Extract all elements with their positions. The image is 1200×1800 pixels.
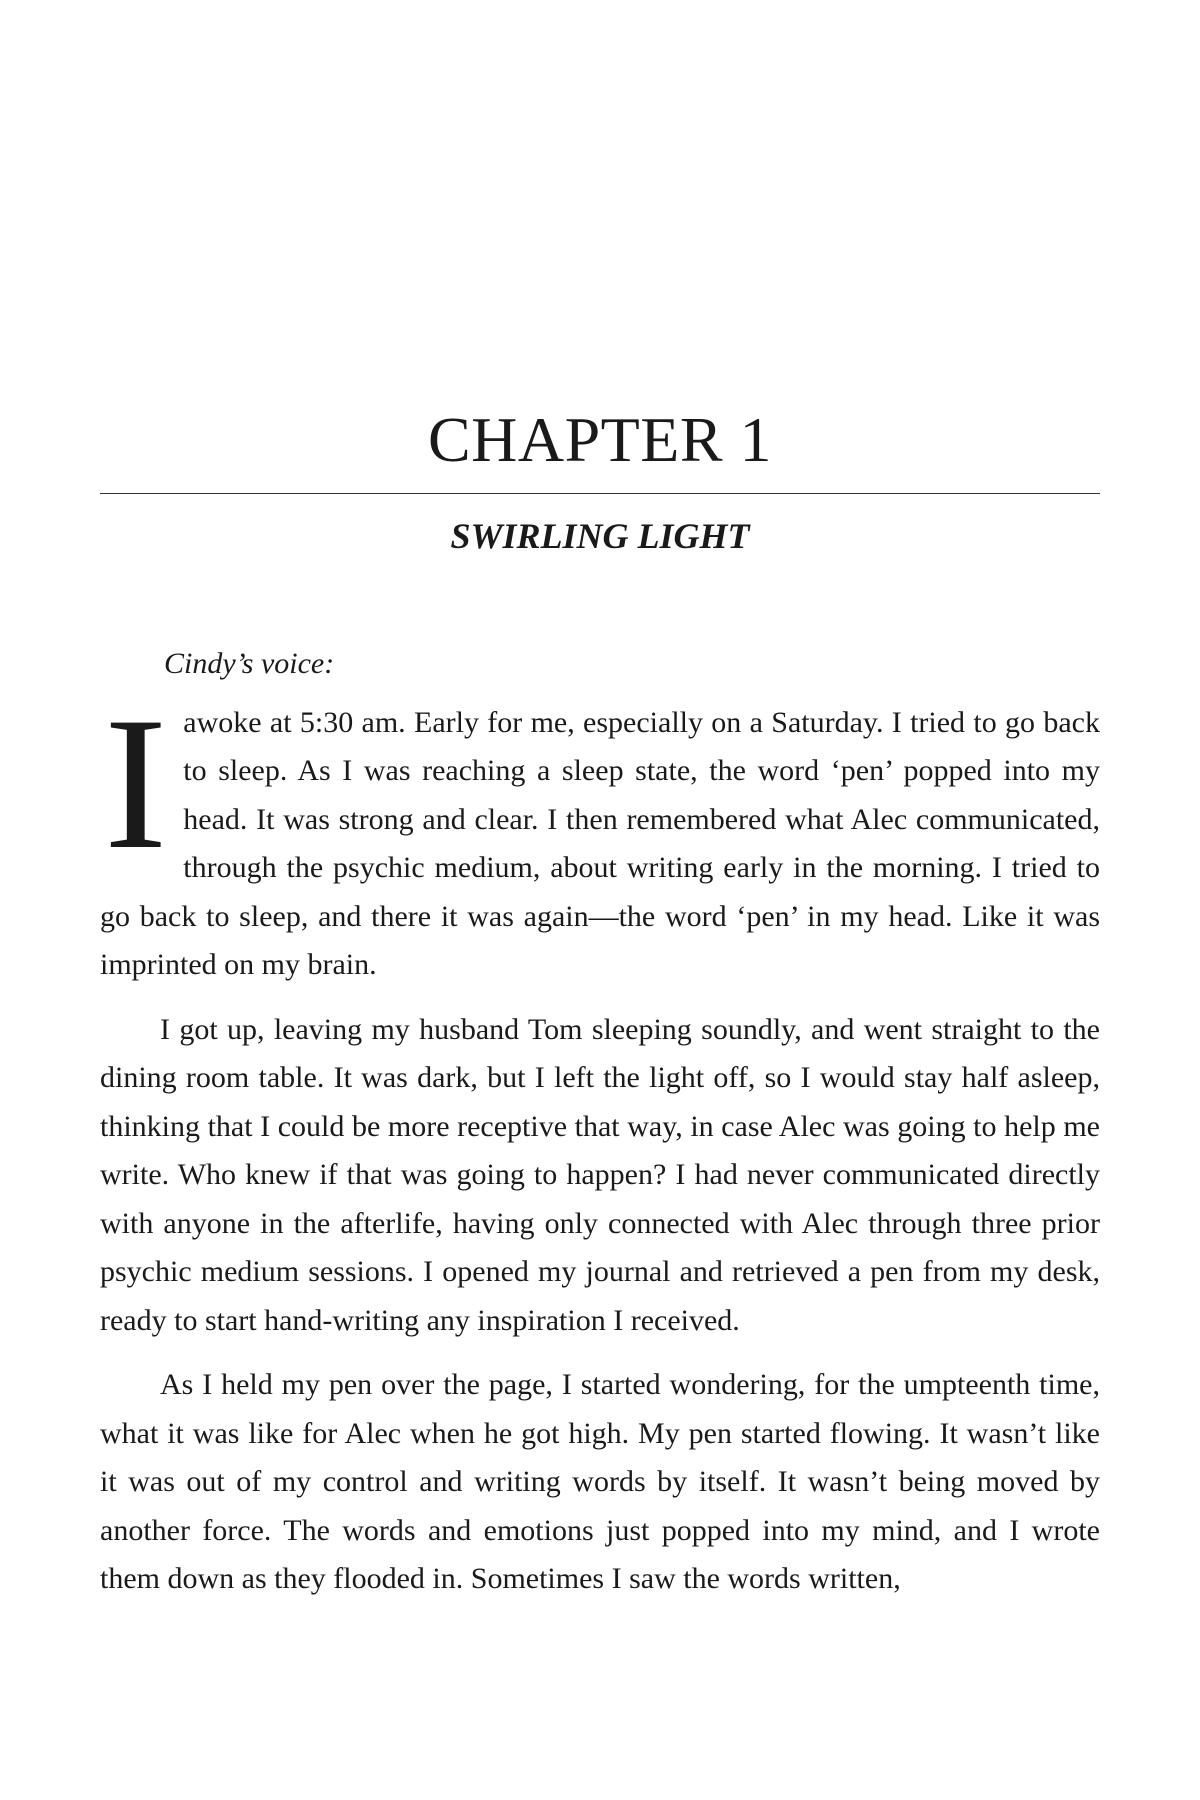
paragraph-3: As I held my pen over the page, I started wondering, for the umpteenth time, what it was like for Alec when he got high. My pen started flowing. It wasn’t like it was out of my control and writing words by itself. It wasn’t being moved by another force. The words and emotions just popped into my mind, and I wrote them down as they flooded in. Sometimes I saw the words written,: [100, 1368, 1100, 1595]
chapter-title: CHAPTER 1: [427, 404, 773, 475]
chapter-subtitle: SWIRLING LIGHT: [450, 516, 750, 556]
title-divider: [100, 493, 1100, 494]
paragraph-2: I got up, leaving my husband Tom sleeping soundly, and went straight to the dining room table. It was dark, but I left the light off, so I would stay half asleep, thinking that I could be more receptive that way, in case Alec was going to help me write. Who knew if that was going to happen? I had never communicated directly with anyone in the afterlife, having only connected with Alec through three prior psychic medium sessions. I opened my journal and retrieved a pen from my desk, ready to start hand-writing any inspiration I received.: [100, 1012, 1100, 1337]
chapter-body: [100, 640, 1100, 1620]
book-page: [100, 0, 1100, 1800]
paragraph-1: [100, 678, 1100, 990]
voice-label: Cindy’s voice:: [164, 647, 335, 680]
paragraph-1-text: awoke at 5:30 am. Early for me, especially on a Saturday. I tried to go back to sleep. As I was reaching a sleep state, the word ‘pen’ popped into my head. It was strong and clear. I then remembered what Alec communicated, through the psychic medium, about writing early in the morning. I tried to go back to sleep, and there it was again—the word ‘pen’ in my head. Like it was imprinted on my brain.: [100, 705, 1100, 981]
drop-cap: I: [104, 678, 168, 889]
